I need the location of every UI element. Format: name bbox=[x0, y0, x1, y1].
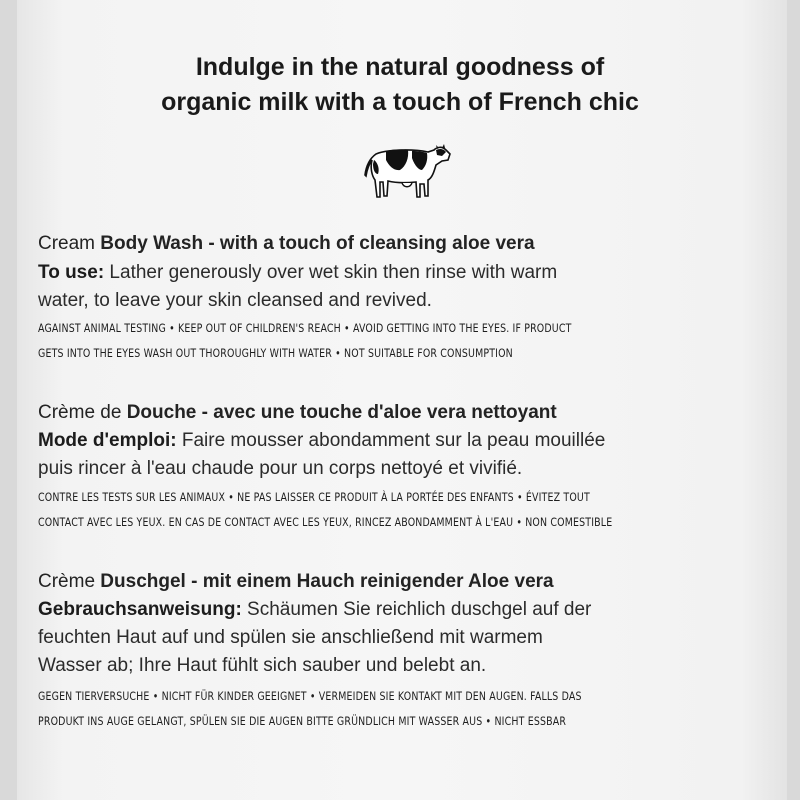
german-warning-2: PRODUKT INS AUGE GELANGT, SPÜLEN SIE DIE AUGEN BITTE GRÜNDLICH MIT WASSER AUS • NICHT ESSBAR bbox=[38, 714, 567, 728]
french-title bbox=[38, 402, 557, 424]
french-warning-1: CONTRE LES TESTS SUR LES ANIMAUX • NE PAS LAISSER CE PRODUIT À LA PORTÉE DES ENFANTS • ÉVITEZ TOUT bbox=[38, 490, 590, 504]
german-usage-label: Gebrauchsanweisung: bbox=[38, 599, 242, 620]
cow-icon bbox=[362, 140, 452, 204]
german-usage bbox=[38, 599, 591, 621]
french-warning-2: CONTACT AVEC LES YEUX. EN CAS DE CONTACT AVEC LES YEUX, RINCEZ ABONDAMMENT À L'EAU • NON COMESTIBLE bbox=[38, 515, 613, 529]
headline-line-1: Indulge in the natural goodness of bbox=[195, 53, 605, 81]
english-usage-cont: water, to leave your skin cleansed and revived. bbox=[38, 290, 432, 311]
english-warning-2: GETS INTO THE EYES WASH OUT THOROUGHLY WITH WATER • NOT SUITABLE FOR CONSUMPTION bbox=[38, 346, 513, 360]
german-usage-text: Schäumen Sie reichlich duschgel auf der bbox=[241, 599, 592, 620]
german-title-prefix: Crème bbox=[38, 571, 96, 592]
german-usage-cont-2: Wasser ab; Ihre Haut fühlt sich sauber und belebt an. bbox=[38, 655, 487, 676]
german-usage-cont: feuchten Haut auf und spülen sie anschließend mit warmem bbox=[38, 627, 543, 648]
german-title bbox=[38, 571, 554, 593]
french-usage-label: Mode d'emploi: bbox=[38, 430, 177, 451]
english-title-main: Body Wash - with a touch of cleansing aloe vera bbox=[100, 233, 535, 254]
french-usage-text: Faire mousser abondamment sur la peau mouillée bbox=[176, 430, 606, 451]
product-label bbox=[17, 0, 787, 800]
french-title-prefix: Crème de bbox=[38, 402, 122, 423]
french-usage-cont: puis rincer à l'eau chaude pour un corps nettoyé et vivifié. bbox=[38, 458, 523, 479]
english-title-prefix: Cream bbox=[38, 233, 96, 254]
headline bbox=[0, 50, 800, 120]
german-warning-1: GEGEN TIERVERSUCHE • NICHT FÜR KINDER GEEIGNET • VERMEIDEN SIE KONTAKT MIT DEN AUGEN. FALLS DAS bbox=[38, 689, 582, 703]
english-warning-1: AGAINST ANIMAL TESTING • KEEP OUT OF CHILDREN'S REACH • AVOID GETTING INTO THE EYES. IF PRODUCT bbox=[38, 321, 572, 335]
headline-line-2: organic milk with a touch of French chic bbox=[161, 88, 639, 116]
english-usage-label: To use: bbox=[38, 262, 105, 283]
english-usage bbox=[38, 262, 557, 284]
german-title-main: Duschgel - mit einem Hauch reinigender Aloe vera bbox=[100, 571, 554, 592]
english-usage-text: Lather generously over wet skin then rinse with warm bbox=[104, 262, 558, 283]
french-title-main: Douche - avec une touche d'aloe vera nettoyant bbox=[126, 402, 557, 423]
english-title bbox=[38, 233, 535, 255]
french-usage bbox=[38, 430, 605, 452]
